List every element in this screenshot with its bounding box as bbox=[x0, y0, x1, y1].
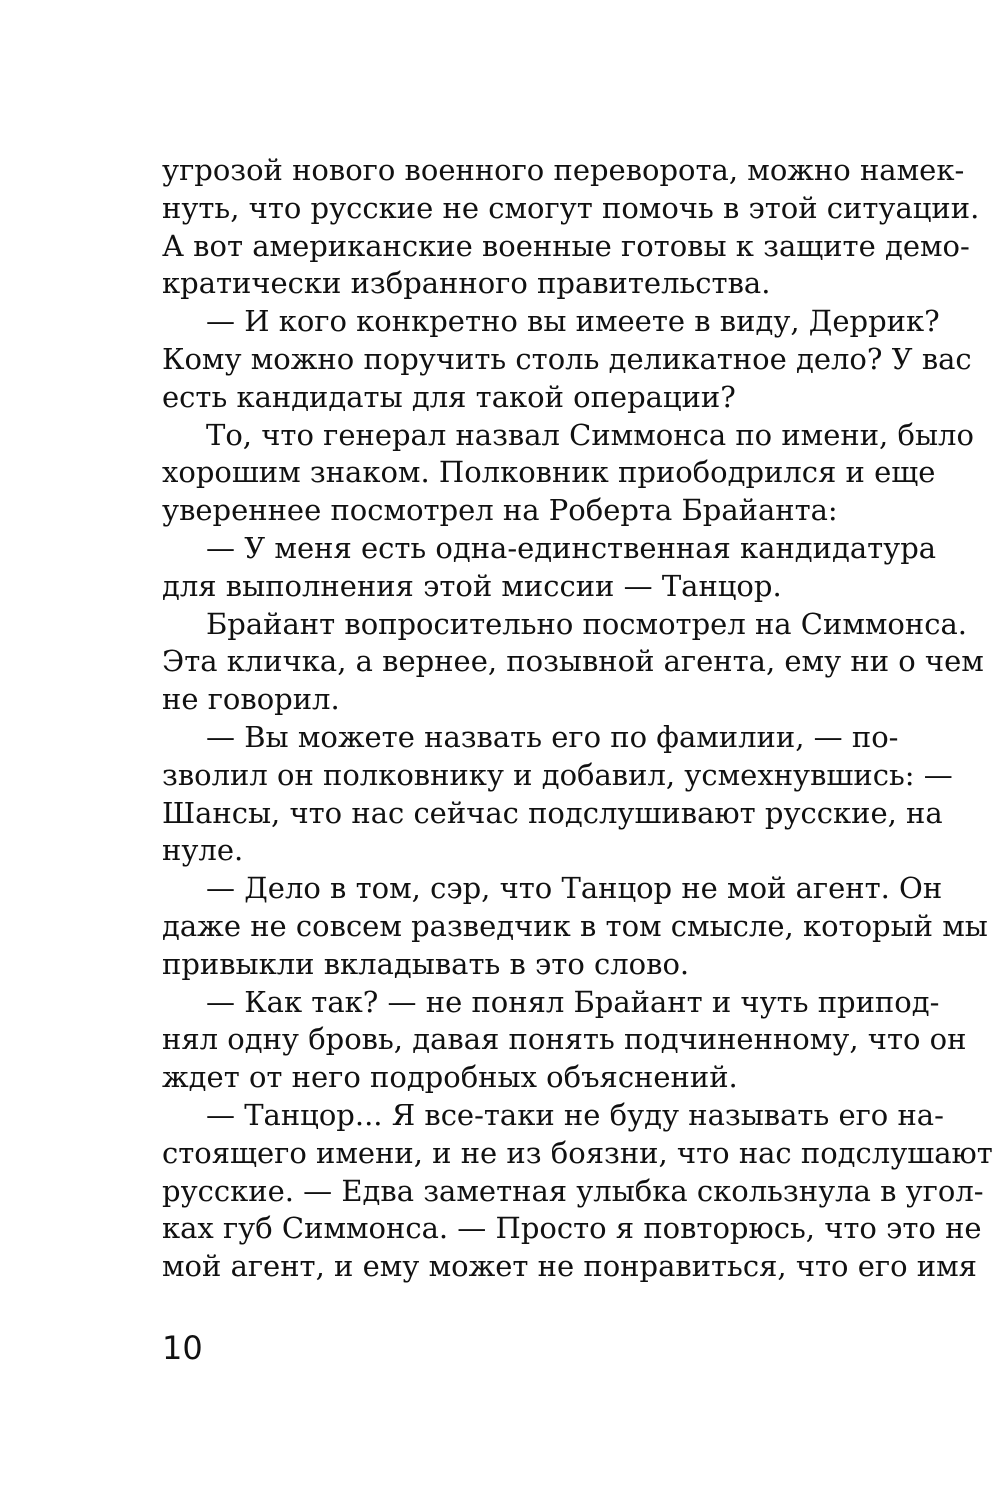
text-line: — У меня есть одна-единственная кандидатура bbox=[206, 530, 937, 565]
text-line: для выполнения этой миссии — Танцор. bbox=[162, 568, 782, 603]
body-text bbox=[162, 152, 993, 1286]
text-line: Брайант вопросительно посмотрел на Симмонса. bbox=[206, 606, 967, 641]
text-line: ждет от него подробных объяснений. bbox=[162, 1060, 738, 1095]
text-line: нял одну бровь, давая понять подчиненному, что он bbox=[162, 1022, 967, 1057]
text-line: кратически избранного правительства. bbox=[162, 266, 771, 301]
text-line: нуть, что русские не смогут помочь в этой ситуации. bbox=[162, 190, 980, 225]
text-line: Шансы, что нас сейчас подслушивают русские, на bbox=[162, 795, 943, 830]
text-line: А вот американские военные готовы к защите демо- bbox=[162, 228, 970, 263]
text-line: стоящего имени, и не из боязни, что нас подслушают bbox=[162, 1135, 993, 1170]
text-line: зволил он полковнику и добавил, усмехнувшись: — bbox=[162, 757, 953, 792]
text-line: Кому можно поручить столь деликатное дело? У вас bbox=[162, 341, 972, 376]
text-line: — И кого конкретно вы имеете в виду, Деррик? bbox=[206, 304, 940, 339]
text-line: — Дело в том, сэр, что Танцор не мой агент. Он bbox=[206, 871, 943, 906]
text-line: русские. — Едва заметная улыбка скользнула в угол- bbox=[162, 1173, 984, 1208]
text-line: То, что генерал назвал Симмонса по имени, было bbox=[206, 417, 974, 452]
text-line: хорошим знаком. Полковник приободрился и еще bbox=[162, 455, 936, 490]
text-line: не говорил. bbox=[162, 682, 340, 717]
text-line: увереннее посмотрел на Роберта Брайанта: bbox=[162, 493, 838, 528]
text-line: привыкли вкладывать в это слово. bbox=[162, 946, 690, 981]
text-line: даже не совсем разведчик в том смысле, который мы bbox=[162, 908, 988, 943]
page-number: 10 bbox=[162, 1329, 203, 1367]
text-line: — Как так? — не понял Брайант и чуть припод- bbox=[206, 984, 940, 1019]
text-line: — Танцор... Я все-таки не буду называть его на- bbox=[206, 1097, 944, 1132]
text-line: есть кандидаты для такой операции? bbox=[162, 379, 736, 414]
text-line: ках губ Симмонса. — Просто я повторюсь, что это не bbox=[162, 1211, 982, 1246]
text-line: — Вы можете назвать его по фамилии, — по- bbox=[206, 719, 899, 754]
text-line: мой агент, и ему может не понравиться, что его имя bbox=[162, 1249, 977, 1284]
text-line: Эта кличка, а вернее, позывной агента, ему ни о чем bbox=[162, 644, 984, 679]
text-line: нуле. bbox=[162, 833, 244, 868]
text-line: угрозой нового военного переворота, можно намек- bbox=[162, 153, 965, 187]
